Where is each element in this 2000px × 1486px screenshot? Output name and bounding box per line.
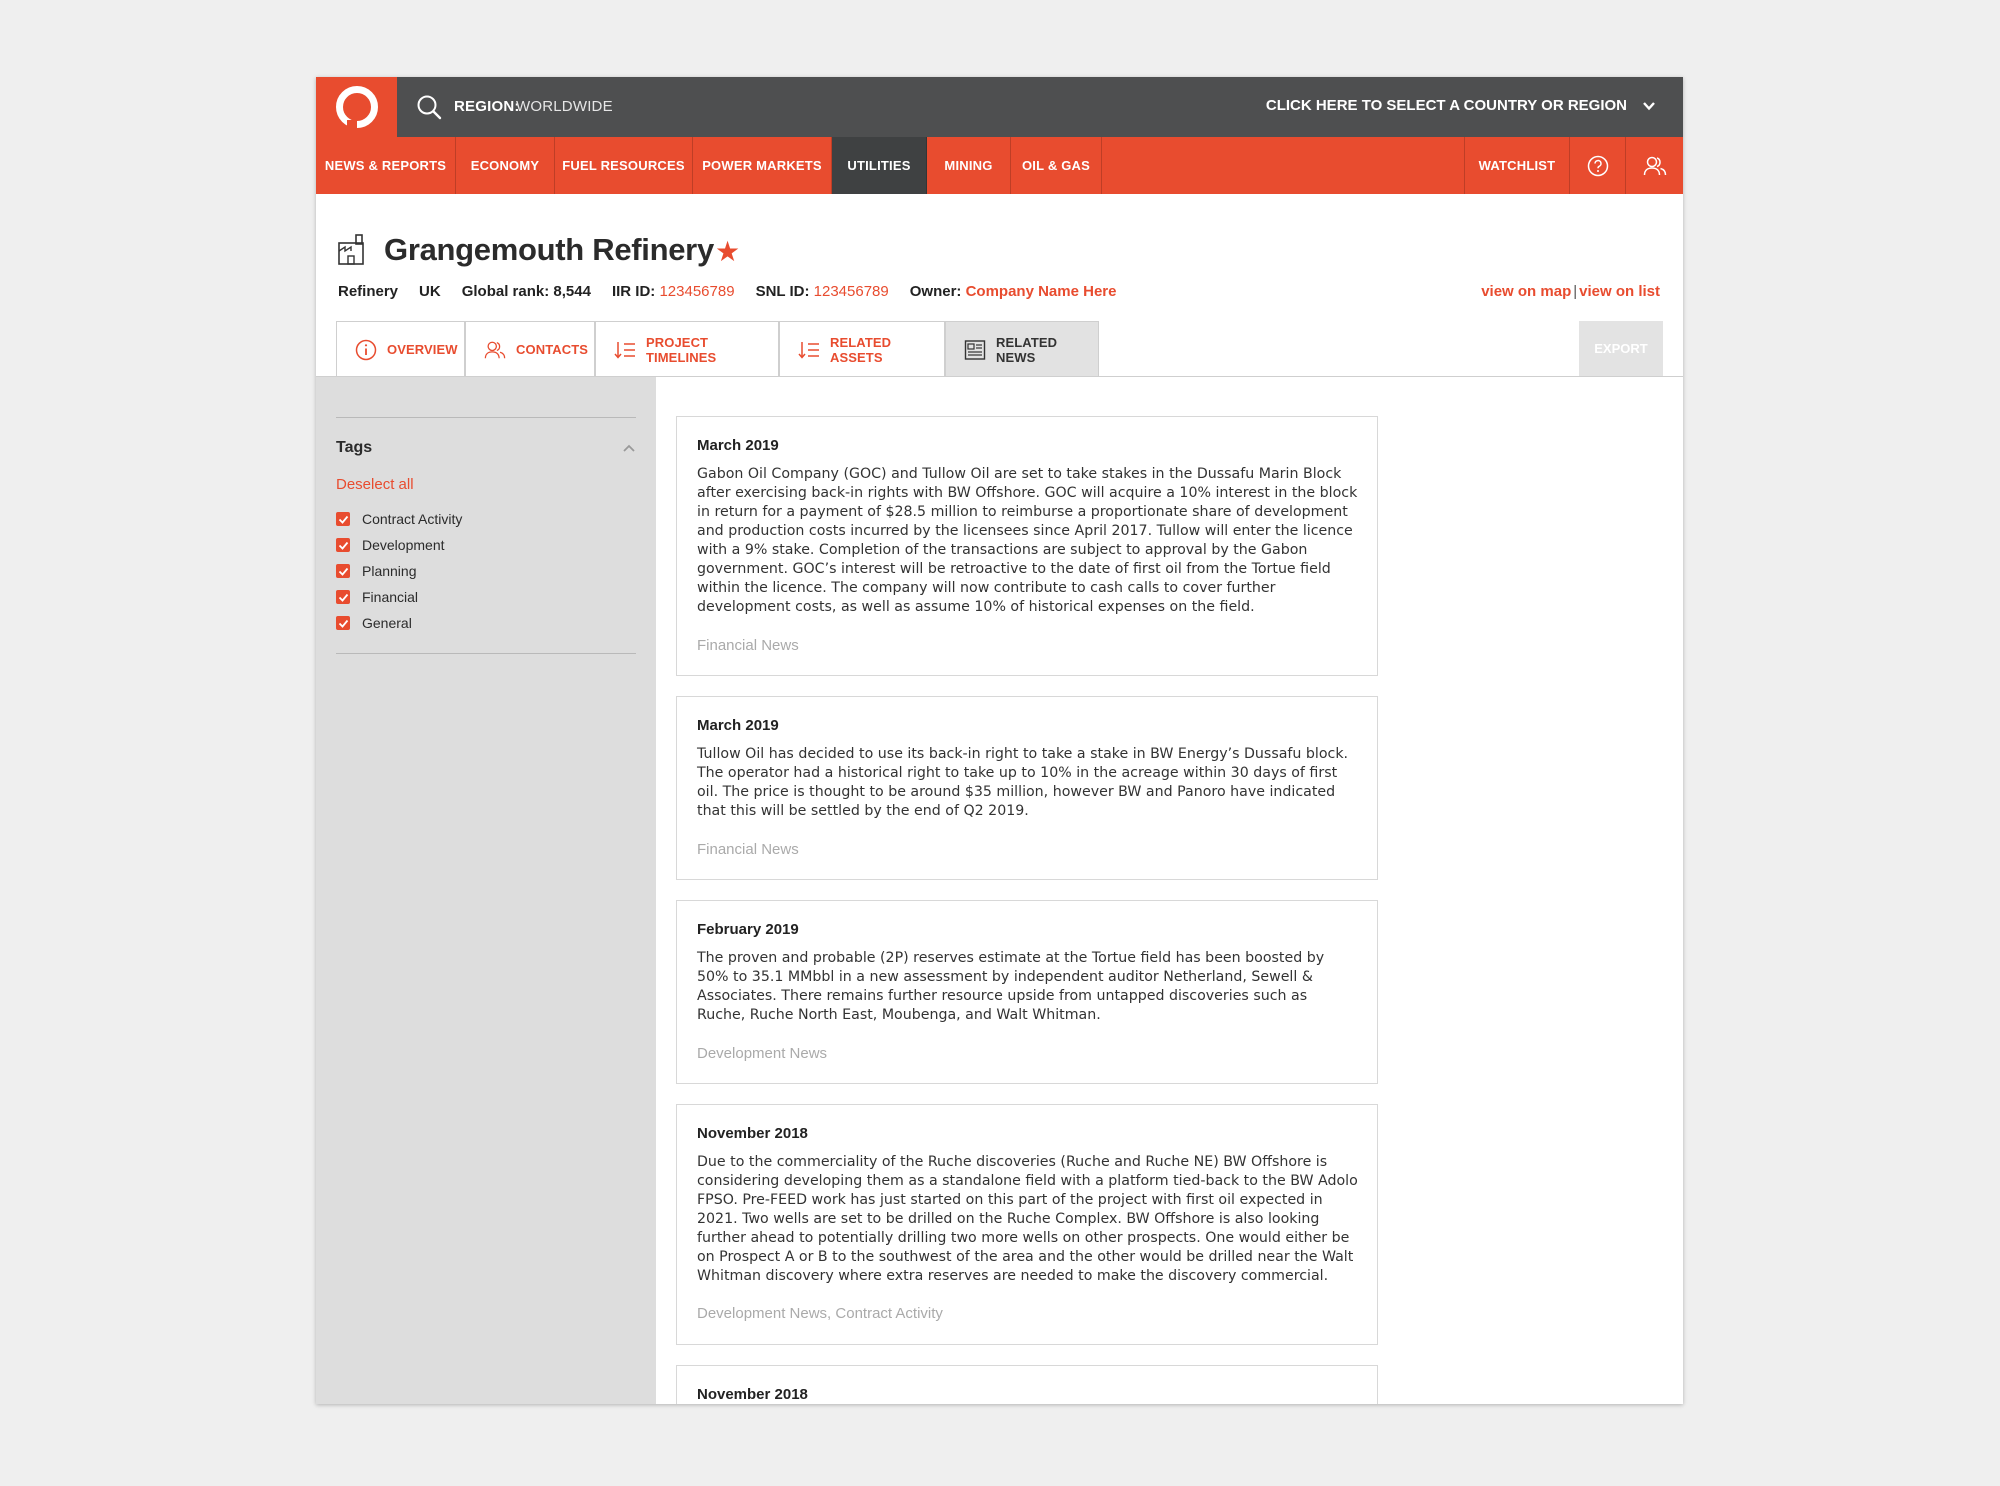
app-window: [316, 77, 1683, 1404]
link-separator: |: [1573, 283, 1578, 300]
owner-label: Owner:: [909, 283, 962, 300]
checkbox[interactable]: [336, 538, 350, 552]
sidebar-divider: [336, 653, 636, 654]
tab-related-assets-label: RELATED ASSETS: [830, 334, 892, 365]
news-tags: Development News, Contract Activity: [697, 1305, 943, 1322]
refinery-icon: [338, 234, 364, 265]
user-button[interactable]: [1626, 137, 1683, 194]
news-body: Tullow Oil has decided to use its back-in right to take a stake in BW Energy’s Dussafu block. The operator had a historical right to take up to 10% in the acreage within 30 days of first oil. The price is thought to be around $35 million, however BW and Panoro have indicated that this will be settled by the end of Q2 2019.: [697, 746, 1349, 819]
news-date: February 2019: [697, 921, 799, 938]
check-icon: [338, 566, 349, 577]
news-card[interactable]: [676, 696, 1378, 880]
region-label: REGION:: [454, 98, 520, 115]
sort-list-icon: [798, 339, 820, 361]
nav-mining[interactable]: MINING: [927, 137, 1011, 194]
nav-utilities[interactable]: UTILITIES: [832, 137, 927, 194]
chevron-down-icon: [1641, 98, 1657, 114]
news-date: November 2018: [697, 1125, 808, 1142]
tag-development[interactable]: [336, 537, 445, 553]
map-list-links: [1481, 283, 1660, 300]
news-date: March 2019: [697, 717, 779, 734]
nav-power-markets[interactable]: POWER MARKETS: [693, 137, 832, 194]
view-on-map-link[interactable]: view on map: [1481, 283, 1572, 300]
global-rank-value: 8,544: [553, 283, 591, 300]
tag-general[interactable]: [336, 615, 412, 631]
top-bar: [316, 77, 1683, 137]
export-button[interactable]: EXPORT: [1579, 321, 1663, 376]
news-date: March 2019: [697, 437, 779, 454]
tab-overview-label: OVERVIEW: [387, 342, 458, 357]
nav-watchlist[interactable]: WATCHLIST: [1464, 137, 1570, 194]
view-on-list-link[interactable]: view on list: [1579, 283, 1660, 300]
checkbox[interactable]: [336, 616, 350, 630]
iir-id-link[interactable]: 123456789: [659, 283, 735, 300]
tab-contacts[interactable]: [465, 321, 595, 377]
nav-fuel-resources[interactable]: FUEL RESOURCES: [555, 137, 693, 194]
logo[interactable]: [316, 77, 397, 137]
tag-label: Financial: [362, 589, 419, 605]
checkbox[interactable]: [336, 512, 350, 526]
search-icon[interactable]: [416, 94, 442, 120]
news-tags: Financial News: [697, 841, 799, 858]
tag-label: Contract Activity: [362, 511, 463, 527]
user-icon: [1643, 155, 1667, 177]
iir-id-label: IIR ID:: [611, 283, 656, 300]
tab-project-timelines[interactable]: [595, 321, 779, 377]
check-icon: [338, 540, 349, 551]
watchlist-star-icon[interactable]: ★: [715, 236, 741, 267]
checkbox[interactable]: [336, 564, 350, 578]
tab-project-timelines-label: PROJECT TIMELINES: [646, 334, 717, 365]
tag-label: General: [362, 615, 412, 631]
news-card[interactable]: [676, 1104, 1378, 1345]
tab-overview[interactable]: [336, 321, 465, 377]
news-card[interactable]: [676, 416, 1378, 676]
tab-contacts-label: CONTACTS: [516, 342, 589, 357]
snl-id-label: SNL ID:: [755, 283, 810, 300]
sort-list-icon: [614, 339, 636, 361]
owner-link[interactable]: Company Name Here: [965, 283, 1117, 300]
news-tags: Development News: [697, 1045, 828, 1062]
page-title: Grangemouth Refinery: [384, 232, 714, 267]
check-icon: [338, 592, 349, 603]
nav-news-reports[interactable]: NEWS & REPORTS: [316, 137, 456, 194]
tag-contract-activity[interactable]: [336, 511, 462, 527]
checkbox[interactable]: [336, 590, 350, 604]
check-icon: [338, 618, 349, 629]
contacts-icon: [484, 339, 506, 361]
help-button[interactable]: [1570, 137, 1626, 194]
chevron-up-icon[interactable]: [622, 441, 636, 455]
tag-label: Development: [362, 537, 445, 553]
tab-related-news-label: RELATED NEWS: [996, 334, 1058, 365]
deselect-all-link[interactable]: Deselect all: [336, 476, 414, 493]
filter-sidebar: [316, 377, 656, 1404]
region-select-dropdown[interactable]: [1266, 97, 1657, 114]
global-rank-label: Global rank:: [461, 283, 550, 300]
news-date: November 2018: [697, 1386, 808, 1403]
nav-oil-gas[interactable]: OIL & GAS: [1011, 137, 1102, 194]
tab-related-assets[interactable]: [779, 321, 945, 377]
help-icon: [1587, 155, 1609, 177]
region-select-label: CLICK HERE TO SELECT A COUNTRY OR REGION: [1265, 97, 1627, 114]
check-icon: [338, 514, 349, 525]
tag-financial[interactable]: [336, 589, 418, 605]
sidebar-divider: [336, 417, 636, 418]
tag-label: Planning: [362, 563, 417, 579]
info-icon: [355, 339, 377, 361]
news-card[interactable]: [676, 1365, 1378, 1404]
news-body: The proven and probable (2P) reserves estimate at the Tortue field has been boosted by 50% to 35.1 MMbbl in a new assessment by independent auditor Netherland, Sewell & Associates. There remains further resource upside from untapped discoveries such as Ruche, Ruche North East, Moubenga, and Walt Whitman.: [697, 950, 1325, 1023]
news-body: Gabon Oil Company (GOC) and Tullow Oil are set to take stakes in the Dussafu Marin Block after exercising back-in rights with BW Offshore. GOC will acquire a 10% interest in the block in return for a payment of $28.5 million to reimburse a proportionate share of development and production costs incurred by the licensees since April 2017. Tullow will enter the licence with a 9% stake. Completion of the transactions are subject to approval by the Gabon government. GOC’s interest will be retroactive to the date of first oil from the Tortue field within the licence. The company will now contribute to cash calls to cover further development costs, as well as assume 10% of historical expenses on the field.: [697, 466, 1358, 615]
news-body: Due to the commerciality of the Ruche discoveries (Ruche and Ruche NE) BW Offshore is considering developing them as a standalone field with a platform tied-back to the BW Adolo FPSO. Pre-FEED work has just started on this part of the project with first oil expected in 2021. Two wells are set to be drilled on the Ruche Complex. BW Offshore is also looking further ahead to potentially drilling two more wells on other prospects. One would either be on Prospect A or B to the southwest of the area and the other would be drilled near the Walt Whitman discovery where extra reserves are needed to make the discovery commercial.: [697, 1154, 1358, 1284]
tab-related-news[interactable]: [945, 321, 1099, 377]
asset-type: Refinery: [338, 283, 399, 300]
tag-planning[interactable]: [336, 563, 417, 579]
newspaper-icon: [964, 339, 986, 361]
main-nav: [316, 137, 1683, 194]
snl-id-link[interactable]: 123456789: [813, 283, 889, 300]
nav-economy[interactable]: ECONOMY: [456, 137, 555, 194]
tags-heading: Tags: [336, 439, 373, 456]
asset-country: UK: [419, 283, 441, 300]
region-value[interactable]: WORLDWIDE: [516, 98, 613, 115]
news-card[interactable]: [676, 900, 1378, 1084]
news-tags: Financial News: [697, 637, 799, 654]
asset-meta: [338, 283, 1137, 300]
